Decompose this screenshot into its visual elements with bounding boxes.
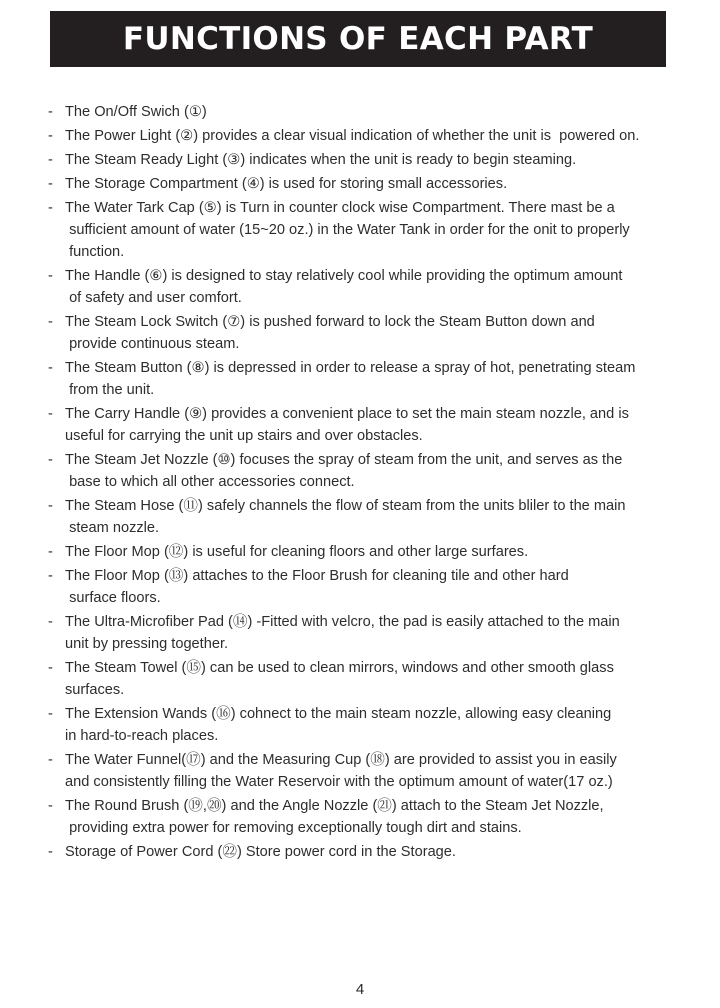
item-text: The Floor Mop (⑫) is useful for cleaning floors and other large surfares. bbox=[65, 544, 529, 560]
item-text: The Floor Mop (⑬) attaches to the Floor Brush for cleaning tile and other hard surface floors. bbox=[65, 568, 569, 606]
item-text: The Steam Towel (⑮) can be used to clean mirrors, windows and other smooth glass surfaces. bbox=[65, 660, 614, 698]
list-item bbox=[48, 495, 680, 539]
list-item bbox=[48, 403, 680, 447]
item-text: The Steam Lock Switch (⑦) is pushed forward to lock the Steam Button down and provide continuous steam. bbox=[65, 314, 595, 352]
list-item bbox=[48, 703, 680, 747]
item-text: The Round Brush (⑲,⑳) and the Angle Nozzle (㉑) attach to the Steam Jet Nozzle, providing extra power for removing exceptionally tough dirt and stains. bbox=[65, 798, 604, 836]
list-item bbox=[48, 265, 680, 309]
bullet-dash: - bbox=[48, 314, 53, 330]
bullet-dash: - bbox=[48, 706, 53, 722]
bullet-dash: - bbox=[48, 498, 53, 514]
page-title: FUNCTIONS OF EACH PART bbox=[122, 21, 594, 57]
bullet-dash: - bbox=[48, 544, 53, 560]
bullet-dash: - bbox=[48, 104, 53, 120]
item-text: The Carry Handle (⑨) provides a convenient place to set the main steam nozzle, and is useful for carrying the unit up stairs and over obstacles. bbox=[65, 406, 629, 444]
item-text: The Steam Button (⑧) is depressed in order to release a spray of hot, penetrating steam from the unit. bbox=[65, 360, 636, 398]
parts-list bbox=[48, 101, 680, 863]
list-item bbox=[48, 657, 680, 701]
list-item bbox=[48, 841, 680, 863]
item-text: The Storage Compartment (④) is used for storing small accessories. bbox=[65, 176, 508, 192]
bullet-dash: - bbox=[48, 200, 53, 216]
bullet-dash: - bbox=[48, 614, 53, 630]
item-text: The Handle (⑥) is designed to stay relatively cool while providing the optimum amount of safety and user comfort. bbox=[65, 268, 623, 306]
bullet-dash: - bbox=[48, 360, 53, 376]
list-item bbox=[48, 449, 680, 493]
bullet-dash: - bbox=[48, 660, 53, 676]
title-banner bbox=[50, 11, 666, 67]
bullet-dash: - bbox=[48, 406, 53, 422]
bullet-dash: - bbox=[48, 176, 53, 192]
item-text: The Extension Wands (⑯) cohnect to the main steam nozzle, allowing easy cleaning in hard-to-reach places. bbox=[65, 706, 612, 744]
list-item bbox=[48, 611, 680, 655]
bullet-dash: - bbox=[48, 152, 53, 168]
bullet-dash: - bbox=[48, 752, 53, 768]
item-text: The Water Tark Cap (⑤) is Turn in counter clock wise Compartment. There mast be a sufficient amount of water (15~20 oz.) in the Water Tank in order for the onit to properly function. bbox=[65, 200, 630, 260]
list-item bbox=[48, 101, 680, 123]
item-text: The Steam Hose (⑪) safely channels the flow of steam from the units bliler to the main steam nozzle. bbox=[65, 498, 626, 536]
bullet-dash: - bbox=[48, 798, 53, 814]
list-item bbox=[48, 749, 680, 793]
bullet-dash: - bbox=[48, 568, 53, 584]
list-item bbox=[48, 125, 680, 147]
item-text: Storage of Power Cord (㉒) Store power cord in the Storage. bbox=[65, 844, 456, 860]
list-item bbox=[48, 541, 680, 563]
bullet-dash: - bbox=[48, 268, 53, 284]
item-text: The Power Light (②) provides a clear visual indication of whether the unit is powered on. bbox=[65, 128, 640, 144]
item-text: The Steam Jet Nozzle (⑩) focuses the spray of steam from the unit, and serves as the base to which all other accessories connect. bbox=[65, 452, 623, 490]
item-text: The Ultra-Microfiber Pad (⑭) -Fitted with velcro, the pad is easily attached to the main unit by pressing together. bbox=[65, 614, 620, 652]
list-item bbox=[48, 795, 680, 839]
list-item bbox=[48, 565, 680, 609]
list-item bbox=[48, 173, 680, 195]
item-text: The On/Off Swich (①) bbox=[65, 104, 207, 120]
bullet-dash: - bbox=[48, 844, 53, 860]
list-item bbox=[48, 311, 680, 355]
bullet-dash: - bbox=[48, 452, 53, 468]
bullet-dash: - bbox=[48, 128, 53, 144]
page-number: 4 bbox=[355, 981, 365, 998]
item-text: The Water Funnel(⑰) and the Measuring Cup (⑱) are provided to assist you in easily and consistently filling the Water Reservoir with the optimum amount of water(17 oz.) bbox=[65, 752, 617, 790]
item-text: The Steam Ready Light (③) indicates when the unit is ready to begin steaming. bbox=[65, 152, 577, 168]
list-item bbox=[48, 197, 680, 263]
list-item bbox=[48, 357, 680, 401]
list-item bbox=[48, 149, 680, 171]
